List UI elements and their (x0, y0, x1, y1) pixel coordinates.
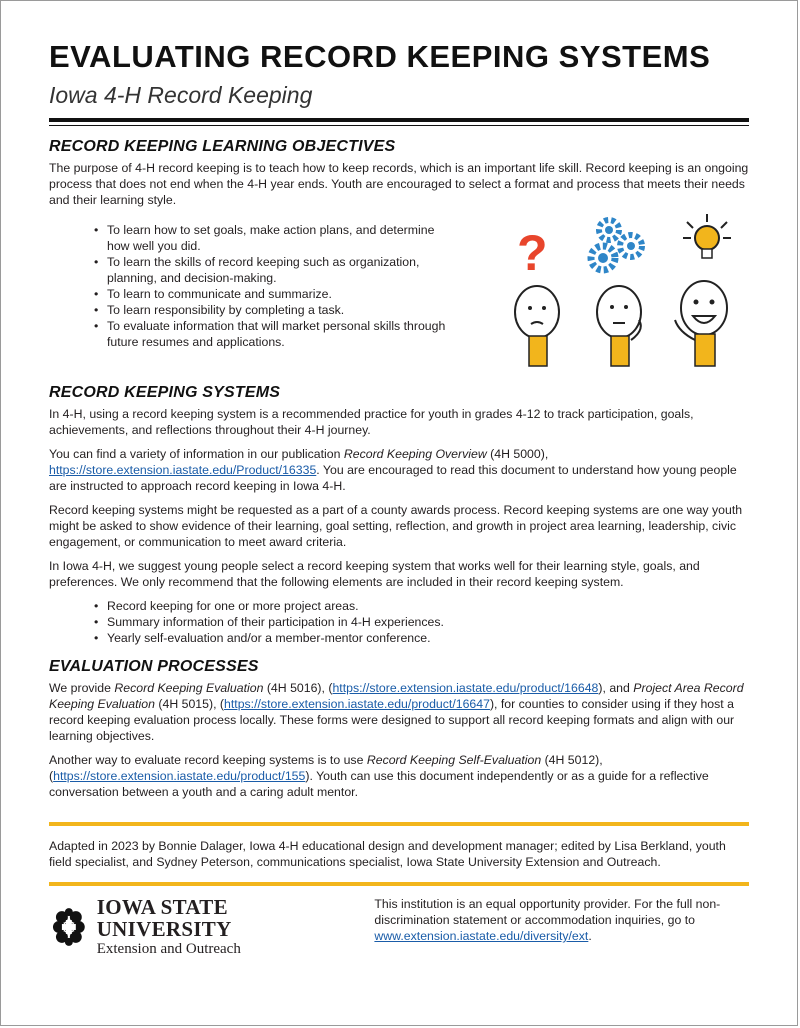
credit-text: Adapted in 2023 by Bonnie Dalager, Iowa 4-H educational design and development manager; edited by Lisa Berkland, youth field specialist, and Sydney Peterson, communications specialist, Iowa State University Extension and Outreach. (49, 839, 726, 869)
text-run: (4H 5015), ( (154, 697, 225, 711)
text-run: (4H 5012), ( (49, 753, 603, 783)
record-keeping-evaluation-link[interactable]: https://store.extension.iastate.edu/product/16648 (332, 681, 599, 695)
gear-icon (599, 220, 619, 240)
logo-name: IOWA STATE UNIVERSITY (96, 895, 232, 941)
text-run: ), for counties to consider using if they host a record keeping evaluation process locally. These forms were designed to support all record keeping formats and align with our learning objectives. (49, 697, 735, 743)
page-subtitle: Iowa 4-H Record Keeping (49, 82, 313, 108)
publication-title: Record Keeping Self-Evaluation (366, 753, 542, 767)
title-rule-thick (49, 118, 749, 122)
light-bulb-icon (683, 214, 731, 258)
footer (49, 896, 749, 958)
logo-subtitle: Extension and Outreach (96, 941, 241, 957)
evaluation-heading: EVALUATION PROCESSES (49, 658, 259, 675)
gears-figure (591, 220, 642, 366)
objective-item: • To learn to communicate and summarize. (49, 286, 459, 302)
text-run: (4H 5016), ( (263, 681, 333, 695)
text-run: (4H 5000), (486, 447, 549, 461)
objective-item: • To learn responsibility by completing a task. (49, 302, 459, 318)
question-figure (515, 225, 559, 366)
diversity-link[interactable]: www.extension.iastate.edu/diversity/ext (374, 929, 589, 943)
objectives-heading: RECORD KEEPING LEARNING OBJECTIVES (49, 138, 396, 155)
evaluation-paragraph-1 (49, 680, 749, 744)
record-keeping-overview-link[interactable]: https://store.extension.iastate.edu/Product/16335 (49, 463, 317, 477)
text-run: . You are encouraged to read this document to understand how young people are instructed to approach record keeping in Iowa 4-H. (49, 463, 737, 493)
objectives-block (49, 216, 749, 372)
objective-item: • To learn the skills of record keeping such as organization, planning, and decision-making. (49, 254, 459, 286)
objectives-list (49, 222, 459, 366)
systems-paragraph-3: Record keeping systems might be requested as a part of a county awards process. Record keeping systems are one way youth might be asked to show evidence of their learning, goal setting, reflection, and growth in project area learning, leadership, civic engagement, or communication to meet award criteria. (49, 503, 743, 549)
text-run: . (588, 929, 592, 943)
objective-item: • To evaluate information that will market personal skills through future resumes and applications. (49, 318, 459, 350)
publication-title: Record Keeping Evaluation (114, 681, 264, 695)
gear-icon (620, 235, 642, 257)
credit-rule-bottom (49, 882, 749, 886)
thinking-figures-illustration (499, 212, 749, 372)
publication-title: Record Keeping Overview (343, 447, 487, 461)
equal-opportunity-statement (374, 896, 749, 944)
system-element-item: • Yearly self-evaluation and/or a member-mentor conference. (49, 630, 749, 646)
text-run: ), and (598, 681, 634, 695)
credit-rule-top (49, 822, 749, 826)
system-element-item: • Summary information of their participation in 4-H experiences. (49, 614, 749, 630)
systems-list (49, 598, 749, 646)
self-evaluation-link[interactable]: https://store.extension.iastate.edu/product/155 (53, 769, 306, 783)
idea-figure (675, 214, 731, 366)
text-run: You can find a variety of information in our publication (49, 447, 344, 461)
gear-icon (591, 246, 615, 270)
project-area-evaluation-link[interactable]: https://store.extension.iastate.edu/product/16647 (224, 697, 490, 711)
text-run: Another way to evaluate record keeping systems is to use (49, 753, 367, 767)
question-mark-icon: ? (517, 225, 548, 281)
text-run: ). Youth can use this document independently or as a guide for a reflective conversation between a youth and a caring adult mentor. (49, 769, 709, 799)
system-element-item: • Record keeping for one or more project areas. (49, 598, 749, 614)
publication-title: Project Area Record Keeping Evaluation (49, 681, 744, 711)
text-run: This institution is an equal opportunity provider. For the full non-discrimination statement or accommodation inquiries, go to (374, 897, 721, 927)
page-title: EVALUATING RECORD KEEPING SYSTEMS (49, 39, 711, 74)
objectives-intro: The purpose of 4-H record keeping is to teach how to keep records, which is an important life skill. Record keeping is an ongoing process that does not end when the 4-H year ends. Youth are encouraged to select a format and process that meets their needs and their learning style. (49, 161, 749, 207)
isu-extension-logo (49, 896, 366, 958)
systems-heading: RECORD KEEPING SYSTEMS (49, 384, 281, 401)
text-run: We provide (49, 681, 115, 695)
objective-item: • To learn how to set goals, make action plans, and determine how well you did. (49, 222, 459, 254)
four-h-clover-icon (49, 907, 89, 947)
systems-paragraph-4: In Iowa 4-H, we suggest young people select a record keeping system that works well for their learning style, goals, and preferences. We only recommend that the following elements are included in their record keeping system. (49, 559, 700, 589)
title-rule-thin (49, 125, 749, 126)
systems-paragraph-1: In 4-H, using a record keeping system is a recommended practice for youth in grades 4-12 to track participation, goals, achievements, and reflections throughout their 4-H journey. (49, 407, 694, 437)
systems-paragraph-2 (49, 446, 749, 494)
evaluation-paragraph-2 (49, 752, 749, 800)
logo-wordmark (97, 896, 367, 958)
